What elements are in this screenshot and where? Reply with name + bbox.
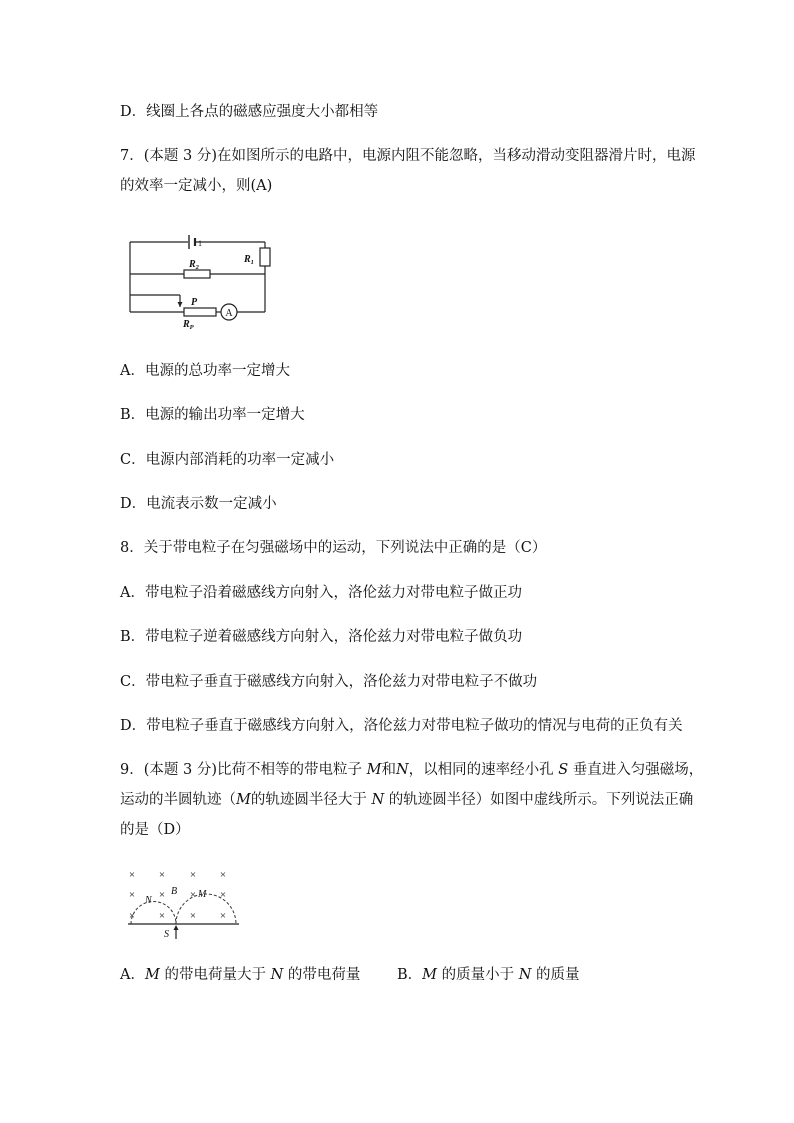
r2-subscript: 2 — [195, 264, 199, 271]
rp-label: R — [183, 319, 190, 330]
option-prefix: B． — [397, 967, 423, 983]
q9-stem-line3: 的是（D） — [120, 822, 190, 838]
particle-m: M — [366, 762, 382, 778]
hole-s-label: S — [164, 929, 169, 940]
q9-stem-text: 和 — [381, 762, 396, 778]
q9-stem-text: 9．(本题 3 分)比荷不相等的带电粒子 — [120, 762, 367, 778]
option-text: 的带电荷量 — [283, 967, 361, 983]
rp-subscript: P — [189, 324, 194, 331]
q8-option-d: D．带电粒子垂直于磁感线方向射入，洛伦兹力对带电粒子做功的情况与电荷的正负有关 — [120, 718, 683, 734]
svg-text:R2 — [188, 259, 200, 271]
particle-n: N — [270, 967, 284, 983]
q7-option-d: D．电流表示数一定减小 — [120, 496, 277, 512]
q9-stem-text: 的轨迹圆半径）如图中虚线所示。下列说法正确 — [384, 792, 694, 808]
r2-label: R — [189, 259, 196, 270]
q8-option-c: C．带电粒子垂直于磁感线方向射入，洛伦兹力对带电粒子不做功 — [120, 674, 538, 690]
trajectory-m-label: M — [198, 889, 207, 900]
particle-m: M — [236, 792, 251, 808]
slider-arrow-icon — [178, 302, 183, 307]
particle-n: N — [371, 792, 385, 808]
field-cross-icon: × — [189, 910, 197, 922]
q8-option-a: A．带电粒子沿着磁感线方向射入，洛伦兹力对带电粒子做正功 — [120, 585, 522, 601]
field-cross-icon: × — [189, 869, 197, 881]
q8-option-b: B．带电粒子逆着磁感线方向射入，洛伦兹力对带电粒子做负功 — [120, 629, 523, 645]
field-cross-icon: × — [158, 869, 166, 881]
svg-text:R1 — [243, 254, 254, 266]
trajectory-n — [128, 902, 176, 925]
q9-option-a — [120, 965, 360, 985]
q9-stem-text: ，以相同的速率经小孔 — [408, 762, 559, 778]
slider-p-label: P — [191, 297, 198, 308]
q9-stem-line2 — [120, 790, 693, 810]
q7-stem-line2: 的效率一定减小，则(A) — [120, 178, 273, 194]
q7-stem-line1: 7．(本题 3 分)在如图所示的电路中，电源内阻不能忽略，当移动滑动变阻器滑片时，电源 — [120, 148, 696, 164]
battery-label: 1 — [198, 239, 202, 248]
q9-stem-line1 — [120, 760, 703, 780]
q7-option-a: A．电源的总功率一定增大 — [120, 363, 290, 379]
q9-stem-text: 垂直进入匀强磁场， — [568, 762, 704, 778]
field-cross-icon: × — [219, 910, 227, 922]
q9-stem-text: 运动的半圆轨迹（ — [120, 792, 236, 808]
r1-subscript: 1 — [250, 259, 254, 266]
svg-text:RP — [182, 319, 195, 331]
trajectory-n-label: N — [145, 895, 152, 906]
field-cross-icon: × — [128, 910, 136, 922]
field-cross-icon: × — [189, 889, 197, 901]
q7-option-c: C．电源内部消耗的功率一定减小 — [120, 452, 335, 468]
q9-option-b — [397, 965, 580, 985]
hole-s: S — [558, 762, 569, 778]
resistor-r2 — [184, 270, 210, 278]
particle-n: N — [518, 967, 532, 983]
entry-arrowhead-icon — [174, 925, 179, 930]
battery-symbol — [189, 235, 195, 249]
q8-stem: 8．关于带电粒子在匀强磁场中的运动，下列说法中正确的是（C） — [120, 540, 547, 556]
rheostat-rp — [184, 308, 216, 316]
resistor-r1 — [260, 248, 270, 266]
q6-option-d: D．线圈上各点的磁感应强度大小都相等 — [120, 104, 379, 120]
q9-stem-text: 的轨迹圆半径大于 — [250, 792, 372, 808]
r1-label: R — [244, 254, 251, 265]
option-text: 的质量 — [531, 967, 580, 983]
particle-n: N — [395, 762, 409, 778]
field-cross-icon: × — [158, 910, 166, 922]
field-b-label: B — [171, 886, 178, 897]
option-text: 的带电荷量大于 — [164, 967, 271, 983]
ammeter-label: A — [225, 308, 233, 319]
field-cross-icon: × — [128, 869, 136, 881]
q7-option-b: B．电源的输出功率一定增大 — [120, 407, 305, 423]
field-cross-icon: × — [158, 889, 166, 901]
q9-magnetic-field-diagram — [123, 864, 248, 944]
option-prefix: A． — [120, 967, 145, 983]
field-cross-icon: × — [219, 889, 227, 901]
option-text: 的质量小于 — [441, 967, 519, 983]
particle-m: M — [422, 967, 438, 983]
field-cross-icon: × — [128, 889, 136, 901]
particle-m: M — [144, 967, 160, 983]
q7-circuit-diagram — [125, 232, 285, 332]
field-cross-icon: × — [219, 869, 227, 881]
